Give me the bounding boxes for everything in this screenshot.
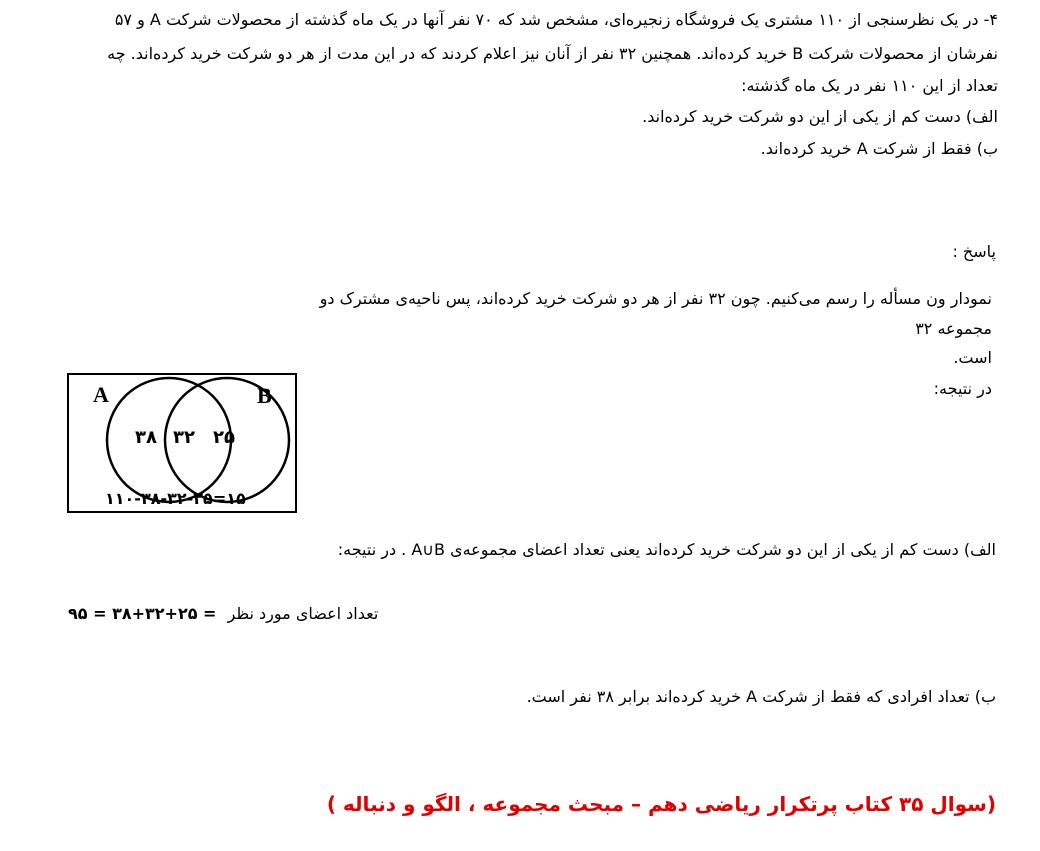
formula-label: تعداد اعضای مورد نظر: [227, 604, 379, 623]
source-reference-title: (سوال ۳۵ کتاب پرتکرار ریاضی دهم – مبحث مجموعه ، الگو و دنباله ): [326, 792, 996, 816]
answer-line-2: مجموعه ۳۲: [915, 319, 992, 338]
venn-intersection: ۳۲: [173, 427, 195, 448]
problem-line-1: ۴- در یک نظرسنجی از ۱۱۰ مشتری یک فروشگاه زنجیره‌ای، مشخص شد که ۷۰ نفر آنها در یک ماه گذشته از محصولات شرکت A و ۵۷: [114, 10, 998, 29]
venn-label-a: A: [93, 382, 109, 407]
venn-diagram: [67, 373, 297, 513]
venn-only-b: ۲۵: [213, 427, 235, 448]
answer-line-3: است.: [953, 348, 992, 367]
solution-part-b: ب) تعداد افرادی که فقط از شرکت A خرید کرده‌اند برابر ۳۸ نفر است.: [526, 687, 996, 706]
formula-expression: = ۳۸+۳۲+۲۵ = ۹۵: [68, 604, 217, 623]
solution-formula: [68, 604, 378, 624]
problem-part-b: ب) فقط از شرکت A خرید کرده‌اند.: [760, 139, 998, 158]
problem-line-3: تعداد از این ۱۱۰ نفر در یک ماه گذشته:: [741, 76, 998, 95]
answer-line-1: نمودار ون مسأله را رسم می‌کنیم. چون ۳۲ نفر از هر دو شرکت خرید کرده‌اند، پس ناحیه‌ی مشترک دو: [319, 289, 992, 308]
problem-line-2: نفرشان از محصولات شرکت B خرید کرده‌اند. همچنین ۳۲ نفر از آنان نیز اعلام کردند که در این مدت از هر دو شرکت خرید کرده‌اند. چه: [107, 44, 998, 63]
venn-only-a: ۳۸: [135, 427, 157, 448]
answer-line-4: در نتیجه:: [933, 379, 992, 398]
venn-outside-calc: ۱۱۰-۳۸-۳۲-۲۵=۱۵: [105, 489, 246, 508]
venn-label-b: B: [257, 383, 272, 408]
problem-part-a: الف) دست کم از یکی از این دو شرکت خرید کرده‌اند.: [642, 107, 998, 126]
solution-part-a: الف) دست کم از یکی از این دو شرکت خرید کرده‌اند یعنی تعداد اعضای مجموعه‌ی A∪B . در نتیجه:: [337, 540, 996, 559]
answer-heading: پاسخ :: [952, 242, 996, 261]
